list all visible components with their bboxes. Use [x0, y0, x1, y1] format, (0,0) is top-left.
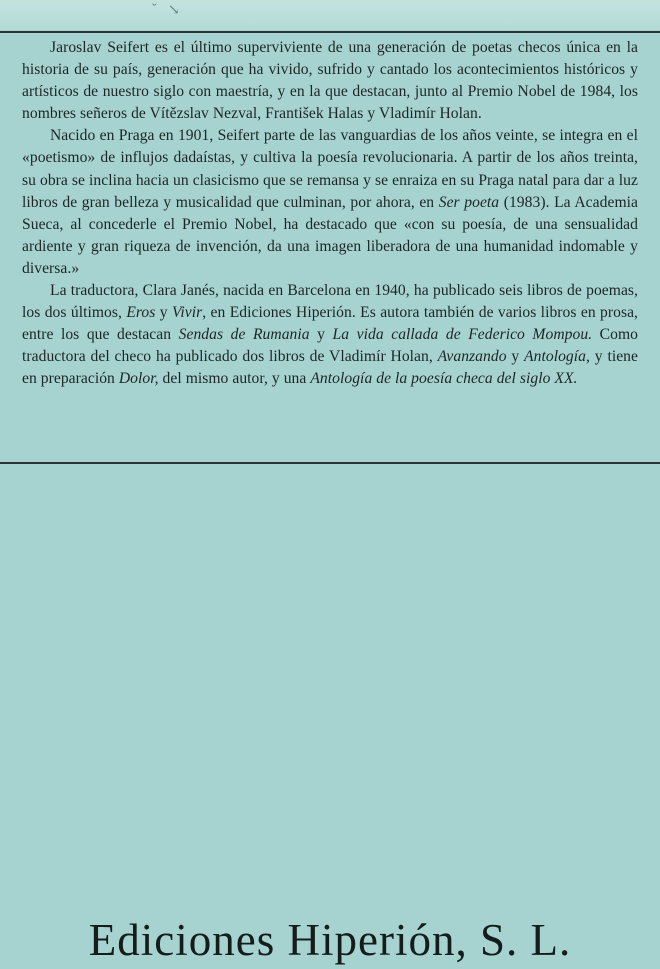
- top-rule: [0, 31, 660, 33]
- book-title: Avanzando: [437, 348, 507, 366]
- blurb-paragraph-3: [22, 280, 638, 390]
- text-run: del mismo autor, y una: [158, 370, 311, 388]
- book-title: Antología de la poesía checa del siglo XX.: [310, 370, 578, 388]
- book-title: Eros: [126, 304, 156, 322]
- bottom-rule: [0, 462, 660, 464]
- blurb-paragraph-1: Jaroslav Seifert es el último superviviente de una generación de poetas checos única en la historia de su país, generación que ha vivido, sufrido y cantado los acontecimientos históricos y artísticos de nuestro siglo con maestría, y en la que destacan, junto al Premio Nobel de 1984, los nombres señeros de Vítězslav Nezval, František Halas y Vladimír Holan.: [22, 39, 638, 123]
- text-run: Como traductora del checo ha publicado dos libros de Vladimír Holan,: [22, 326, 638, 366]
- text-run: La traductora, Clara Janés, nacida en Barcelona en 1940, ha publicado seis libros de poemas, los dos últimos,: [22, 282, 638, 322]
- text-run: (1983). La Academia Sueca, al concederle el Premio Nobel, ha destacado que «con su poesía, de una sensualidad ardiente y gran riqueza de invención, da una imagen liberadora de una humanidad indomable y diversa.»: [22, 193, 638, 277]
- back-cover-blurb: [22, 37, 638, 391]
- text-run: y: [309, 326, 333, 344]
- book-title: La vida callada de Federico Mompou.: [332, 326, 593, 344]
- book-title: Antología,: [524, 348, 590, 366]
- text-run: , en Ediciones Hiperión. Es autora también de varios libros en prosa, entre los que destacan: [22, 304, 639, 344]
- text-run: y: [155, 304, 172, 322]
- book-title: Ser poeta: [438, 193, 500, 211]
- book-title: Vivir: [171, 304, 203, 322]
- blurb-paragraph-2: [22, 125, 638, 280]
- sticker-mark: ↘: [168, 3, 180, 18]
- publisher-name: Ediciones Hiperión, S. L.: [88, 915, 572, 965]
- text-run: y: [506, 348, 525, 366]
- top-sticker-strip: [0, 0, 660, 30]
- book-title: Dolor,: [118, 370, 159, 388]
- text-run: Nacido en Praga en 1901, Seifert parte de las vanguardias de los años veinte, se integra en el «poetismo» de influjos dadaístas, y cultiva la poesía revolucionaria. A partir de los años treinta, su obra se inclina hacia un clasicismo que se remansa y se enraiza en su Praga natal para dar a luz libros de gran belleza y musicalidad que culminan, por ahora, en: [22, 127, 638, 211]
- sticker-mark: ˇ: [152, 2, 157, 17]
- text-run: y tiene en preparación: [22, 348, 638, 388]
- book-title: Sendas de Rumania: [178, 326, 310, 344]
